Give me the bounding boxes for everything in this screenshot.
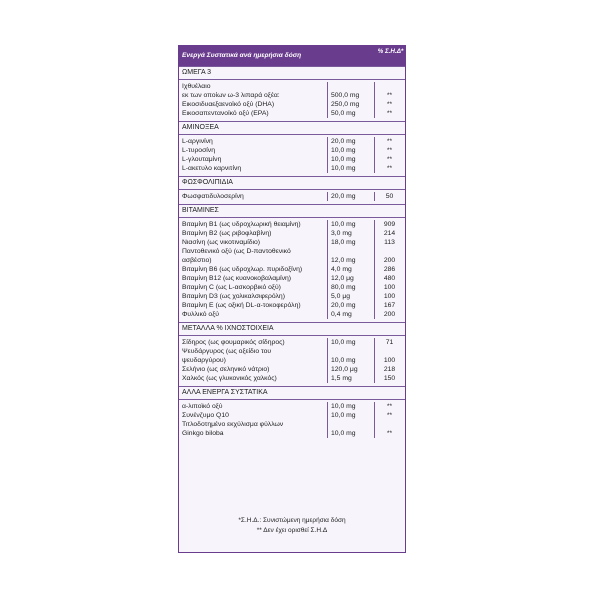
footnote: ** Δεν έχει ορισθεί Σ.Η.Δ (256, 527, 328, 534)
table-row (179, 238, 405, 247)
section-body (179, 336, 405, 386)
ingredient-rda: ** (374, 100, 404, 109)
ingredient-amount: 20,0 mg (327, 192, 374, 201)
ingredient-amount: 18,0 mg (327, 238, 374, 247)
ingredient-amount: 120,0 μg (327, 365, 374, 374)
ingredient-rda: ** (374, 429, 404, 438)
ingredient-name: εκ των οποίων ω-3 λιπαρά οξέα: (182, 92, 280, 99)
ingredient-amount: 10,0 mg (327, 429, 374, 438)
table-header (179, 46, 405, 66)
section-heading: ΑΜΙΝΟΞΕΑ (179, 121, 405, 135)
ingredient-name: Ginkgo biloba (182, 430, 224, 437)
ingredient-rda: ** (374, 91, 404, 100)
table-row (179, 164, 405, 173)
ingredient-rda: ** (374, 146, 404, 155)
ingredient-rda: 50 (374, 192, 404, 201)
ingredient-name: Σελήνιο (ως σεληνικό νάτριο) (182, 366, 270, 373)
ingredient-rda: 218 (374, 365, 404, 374)
ingredient-name: Βιταμίνη Ε (ως οξική DL-α-τοκοφερόλη) (182, 302, 301, 309)
ingredient-rda: 71 (374, 338, 404, 347)
table-row (179, 411, 405, 420)
ingredient-amount: 10,0 mg (327, 402, 374, 411)
table-row (179, 265, 405, 274)
ingredient-name: Βιταμίνη Β1 (ως υδροχλωρική θειαμίνη) (182, 221, 301, 228)
ingredient-amount (327, 347, 374, 356)
ingredient-rda (374, 82, 404, 91)
ingredients-table (179, 46, 405, 441)
ingredient-name: Εικοσαπεντανοϊκό οξύ (EPA) (182, 110, 269, 117)
ingredient-rda: 100 (374, 292, 404, 301)
ingredient-name: Ψευδάργυρος (ως οξείδιο του (182, 348, 272, 355)
ingredient-rda: 150 (374, 374, 404, 383)
ingredient-amount: 1,5 mg (327, 374, 374, 383)
ingredient-amount: 500,0 mg (327, 91, 374, 100)
table-row (179, 274, 405, 283)
section-heading: ΦΩΣΦΟΛΙΠΙΔΙΑ (179, 176, 405, 190)
ingredient-name: L-αργινίνη (182, 138, 213, 145)
ingredient-rda (374, 347, 404, 356)
ingredient-name: L-γλουταμίνη (182, 156, 222, 163)
ingredient-name: Συνένζυμο Q10 (182, 412, 229, 419)
table-row (179, 82, 405, 91)
table-row (179, 420, 405, 429)
table-row (179, 146, 405, 155)
ingredient-amount: 20,0 mg (327, 137, 374, 146)
ingredient-amount (327, 420, 374, 429)
ingredient-rda: 286 (374, 265, 404, 274)
ingredient-rda: ** (374, 137, 404, 146)
ingredient-rda: ** (374, 402, 404, 411)
table-row (179, 374, 405, 383)
table-row (179, 283, 405, 292)
ingredient-amount: 10,0 mg (327, 164, 374, 173)
ingredient-name: Βιταμίνη Β6 (ως υδροχλωρ. πυριδοξίνη) (182, 266, 303, 273)
table-row (179, 192, 405, 201)
ingredient-rda: 113 (374, 238, 404, 247)
ingredient-name: Τιτλοδοτημένο εκχύλισμα φύλλων (182, 421, 284, 428)
table-row (179, 429, 405, 438)
ingredient-rda: 200 (374, 256, 404, 265)
table-row (179, 137, 405, 146)
section-heading: ΒΙΤΑΜΙΝΕΣ (179, 204, 405, 218)
section-body (179, 400, 405, 441)
ingredient-rda: 480 (374, 274, 404, 283)
table-row (179, 347, 405, 356)
ingredient-rda: 214 (374, 229, 404, 238)
ingredient-rda: 167 (374, 301, 404, 310)
nutrition-label-panel (178, 45, 406, 553)
ingredient-amount: 10,0 mg (327, 356, 374, 365)
ingredient-name: Βιταμίνη Β2 (ως ριβοφλαβίνη) (182, 230, 272, 237)
table-row (179, 155, 405, 164)
ingredient-amount: 20,0 mg (327, 301, 374, 310)
ingredient-rda: ** (374, 411, 404, 420)
ingredient-amount: 50,0 mg (327, 109, 374, 118)
ingredient-name: Βιταμίνη D3 (ως χολικαλσιφερόλη) (182, 293, 285, 300)
ingredient-amount: 4,0 mg (327, 265, 374, 274)
ingredient-rda (374, 420, 404, 429)
ingredient-amount: 12,0 mg (327, 256, 374, 265)
ingredient-rda: 100 (374, 356, 404, 365)
table-row (179, 109, 405, 118)
ingredient-amount: 0,4 mg (327, 310, 374, 319)
ingredient-amount: 3,0 mg (327, 229, 374, 238)
table-row (179, 338, 405, 347)
table-row (179, 256, 405, 265)
table-row (179, 91, 405, 100)
section-body (179, 190, 405, 204)
ingredient-name: ασβέστιο) (182, 257, 212, 264)
ingredient-amount: 12,0 μg (327, 274, 374, 283)
ingredient-rda: ** (374, 164, 404, 173)
ingredient-rda: 909 (374, 220, 404, 229)
ingredient-rda: 200 (374, 310, 404, 319)
table-row (179, 292, 405, 301)
table-row (179, 247, 405, 256)
ingredient-amount: 10,0 mg (327, 220, 374, 229)
ingredient-rda: ** (374, 109, 404, 118)
ingredient-amount (327, 247, 374, 256)
table-row (179, 310, 405, 319)
ingredient-amount: 80,0 mg (327, 283, 374, 292)
ingredient-name: Φυλλικό οξύ (182, 311, 219, 318)
ingredient-name: α-λιποϊκό οξύ (182, 403, 223, 410)
table-row (179, 229, 405, 238)
table-row (179, 220, 405, 229)
ingredient-name: Σίδηρος (ως φουμαρικός σίδηρος) (182, 339, 285, 346)
ingredient-rda (374, 247, 404, 256)
ingredient-name: Παντοθενικό οξύ (ως D-παντοθενικό (182, 248, 291, 255)
header-title: Ενεργά Συστατικά ανά ημερήσια δόση (182, 52, 302, 59)
ingredient-amount: 10,0 mg (327, 338, 374, 347)
footnotes (179, 516, 405, 536)
table-row (179, 301, 405, 310)
table-row (179, 402, 405, 411)
ingredient-amount (327, 82, 374, 91)
table-row (179, 100, 405, 109)
ingredient-name: ψευδαργύρου) (182, 357, 226, 364)
ingredient-amount: 10,0 mg (327, 146, 374, 155)
section-heading: ΑΛΛΑ ΕΝΕΡΓΑ ΣΥΣΤΑΤΙΚΑ (179, 386, 405, 400)
ingredient-name: L-ακετυλο καρνιτίνη (182, 165, 242, 172)
ingredient-name: Φωσφατιδυλοσερίνη (182, 193, 244, 200)
ingredient-amount: 10,0 mg (327, 411, 374, 420)
ingredient-name: Νιασίνη (ως νικοτιναμίδιο) (182, 239, 261, 246)
ingredient-amount: 10,0 mg (327, 155, 374, 164)
table-row (179, 356, 405, 365)
ingredient-name: Βιταμίνη C (ως L-ασκορβικό οξύ) (182, 284, 281, 291)
section-heading: ΜΕΤΑΛΛΑ % ΙΧΝΟΣΤΟΙΧΕΙΑ (179, 322, 405, 336)
ingredient-name: Εικοσιδυαεξαενοϊκό οξύ (DHA) (182, 101, 275, 108)
ingredient-rda: 100 (374, 283, 404, 292)
footnote: *Σ.Η.Δ.: Συνιστώμενη ημερήσια δόση (238, 517, 346, 524)
ingredient-name: Χαλκός (ως γλυκονικός χαλκός) (182, 375, 277, 382)
ingredient-name: Ιχθυέλαιο (182, 83, 211, 90)
section-body (179, 80, 405, 121)
section-heading: ΩΜΕΓΑ 3 (179, 66, 405, 80)
ingredient-name: Βιταμίνη Β12 (ως κυανοκοβαλαμίνη) (182, 275, 292, 282)
table-row (179, 365, 405, 374)
ingredient-name: L-τυροσίνη (182, 147, 215, 154)
ingredient-amount: 5,0 μg (327, 292, 374, 301)
section-body (179, 218, 405, 322)
header-rda-label: % Σ.Η.Δ* (377, 48, 404, 55)
ingredient-rda: ** (374, 155, 404, 164)
section-body (179, 135, 405, 176)
ingredient-amount: 250,0 mg (327, 100, 374, 109)
